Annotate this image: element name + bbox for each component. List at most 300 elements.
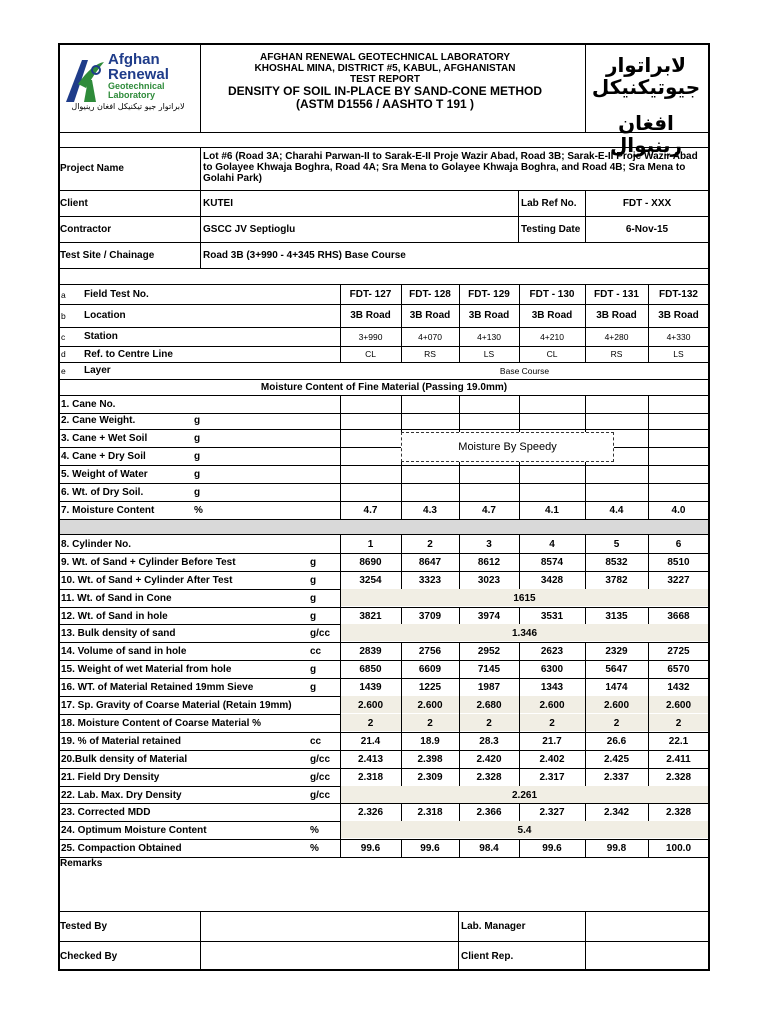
density-value: 2.600 [357, 699, 384, 711]
info-row-value: 3B Road [596, 310, 637, 321]
info-row-letter: e [61, 365, 66, 376]
density-row-unit: cc [310, 735, 322, 747]
density-row-label: 9. Wt. of Sand + Cylinder Before Test [61, 556, 236, 568]
density-row-label: 25. Compaction Obtained [61, 842, 182, 854]
col-line [648, 571, 649, 589]
density-value: 2 [427, 717, 433, 729]
density-row-unit: g [310, 681, 317, 693]
density-row-unit: g [310, 592, 317, 604]
col-line [519, 696, 520, 714]
col-line [340, 696, 341, 714]
lab-name: AFGHAN RENEWAL GEOTECHNICAL LABORATORY [259, 52, 510, 63]
density-value: 3782 [605, 574, 628, 586]
col-line [340, 571, 341, 589]
report-header [200, 52, 570, 111]
col-line [340, 660, 341, 678]
density-value: 2.413 [357, 753, 384, 765]
density-value: 28.3 [479, 735, 499, 747]
info-row-label: Field Test No. [84, 289, 149, 300]
density-value: 1474 [605, 681, 628, 693]
col-line [585, 285, 586, 362]
col-line [459, 732, 460, 750]
logo-sub-line1: Geotechnical [108, 81, 165, 91]
client-label: Client [60, 197, 88, 209]
density-value: 2329 [605, 645, 628, 657]
density-value: 2756 [418, 645, 442, 657]
col-line [340, 768, 341, 786]
col-line [401, 714, 402, 732]
density-row-label: 10. Wt. of Sand + Cylinder After Test [61, 574, 233, 586]
density-value: 2.328 [665, 771, 692, 783]
density-value: 99.6 [420, 842, 440, 854]
project-name-label: Project Name [60, 162, 124, 174]
info-row-value: FDT-132 [659, 289, 698, 300]
col-line [585, 607, 586, 624]
density-value: 3135 [605, 610, 628, 622]
density-value: 6609 [418, 663, 442, 675]
density-value: 3821 [359, 610, 382, 622]
density-row-unit [310, 535, 340, 553]
density-row-label: 21. Field Dry Density [61, 771, 160, 783]
col-line [519, 571, 520, 589]
col-line [401, 607, 402, 624]
col-line [585, 535, 586, 553]
report-type: TEST REPORT [349, 74, 420, 85]
col-line [648, 839, 649, 857]
info-row-value: 4+070 [418, 331, 442, 342]
density-row-label: 15. Weight of wet Material from hole [61, 663, 232, 675]
col-line [401, 678, 402, 696]
col-line [459, 535, 460, 553]
info-row-value: RS [424, 349, 436, 359]
info-row-value: 4+280 [604, 331, 629, 342]
col-line [459, 714, 460, 732]
row-line [59, 268, 709, 269]
col-line [340, 821, 341, 839]
moisture-row-unit: g [194, 469, 201, 480]
col-line [585, 190, 586, 242]
density-row-unit: g/cc [310, 771, 331, 783]
info-row-value: CL [546, 349, 558, 359]
col-line [519, 535, 520, 553]
col-line [340, 839, 341, 857]
density-value: 99.6 [360, 842, 381, 854]
col-line [458, 911, 459, 971]
col-line [585, 642, 586, 660]
density-value: 3428 [540, 574, 564, 586]
col-line [340, 395, 341, 519]
col-line [401, 768, 402, 786]
col-line [401, 553, 402, 571]
project-name-value: Lot #6 (Road 3A; Charahi Parwan-II to Sarak-E-II Proje Wazir Abad, Road 3B; Sarak-E-II Proje Wazir Abad to Golayee Khwaja Boghra, Road 4A; Sra Mena to Golayee Khwaja Boghra, and Road 4B; Sra Mena to Golahi Park) [203, 151, 698, 184]
col-line [519, 750, 520, 768]
col-line [648, 732, 649, 750]
tested-by-label: Tested By [60, 920, 108, 932]
density-value: 2 [486, 717, 492, 729]
col-line [200, 148, 201, 268]
moisture-value: 4.4 [609, 505, 624, 516]
density-value: 8647 [418, 556, 442, 568]
density-value: 2 [427, 538, 433, 550]
col-line [585, 803, 586, 821]
density-value: 21.7 [542, 735, 562, 747]
col-line [401, 660, 402, 678]
density-value: 2 [549, 717, 555, 729]
col-line [585, 660, 586, 678]
density-value: 3974 [477, 610, 501, 622]
col-line [401, 750, 402, 768]
col-line [519, 642, 520, 660]
density-value: 2.600 [603, 699, 630, 711]
density-value: 2.328 [476, 771, 502, 783]
col-line [648, 285, 649, 362]
density-value: 8510 [667, 556, 690, 568]
col-line [585, 678, 586, 696]
density-value: 6850 [359, 663, 382, 675]
info-row-letter: d [61, 349, 66, 359]
col-line [340, 589, 341, 607]
density-value: 5 [613, 538, 620, 550]
density-value: 1343 [540, 681, 564, 693]
lab-ref-label: Lab Ref No. [521, 197, 577, 209]
info-row-value: 3+990 [358, 331, 383, 342]
density-row-unit: % [310, 842, 319, 854]
col-line [585, 714, 586, 732]
density-value: 3 [486, 538, 492, 550]
moisture-row-label: 7. Moisture Content [61, 505, 155, 516]
moisture-row-unit: g [194, 415, 201, 426]
density-value: 5647 [605, 663, 628, 675]
col-line [648, 535, 649, 553]
logo-urdu-text: لابراتوار جیو تیکنیکل افغان رینیوال [71, 102, 185, 111]
density-value: 2 [613, 717, 620, 729]
col-line [648, 696, 649, 714]
testing-date-label: Testing Date [521, 223, 581, 235]
info-row-label: Ref. to Centre Line [84, 348, 173, 360]
density-value: 7145 [477, 663, 501, 675]
info-row-letter: b [61, 310, 66, 321]
info-row-value: 3B Road [658, 310, 699, 321]
density-value: 100.0 [665, 842, 692, 854]
density-row-unit: g [310, 574, 317, 586]
density-value: 6570 [667, 663, 690, 675]
col-line [401, 839, 402, 857]
col-line [519, 768, 520, 786]
col-line [519, 660, 520, 678]
moisture-row-label: 5. Weight of Water [61, 469, 148, 480]
col-line [519, 678, 520, 696]
col-line [340, 750, 341, 768]
density-row-label: 17. Sp. Gravity of Coarse Material (Retain 19mm) [61, 699, 292, 711]
info-row-value: 4+330 [666, 331, 691, 342]
urdu-line2: جیوتیکنیکل [591, 75, 701, 99]
col-line [518, 190, 519, 242]
info-row-value: 4+130 [477, 331, 501, 342]
density-row-label: 22. Lab. Max. Dry Density [61, 789, 182, 801]
col-line [459, 678, 460, 696]
density-value: 2.600 [539, 699, 565, 711]
col-line [340, 642, 341, 660]
col-line [519, 285, 520, 362]
density-merged-value: 5.4 [517, 824, 532, 836]
header-divider-right [585, 44, 586, 132]
density-value: 8532 [605, 556, 628, 568]
density-row-label: 19. % of Material retained [61, 735, 182, 747]
header-bottom-line [59, 132, 709, 133]
info-row-value: 3B Road [531, 310, 573, 321]
density-value: 3323 [418, 574, 442, 586]
report-standard: (ASTM D1556 / AASHTO T 191 ) [295, 97, 475, 111]
moisture-row-label: 4. Cane + Dry Soil [61, 451, 146, 462]
density-value: 4 [549, 538, 555, 550]
col-line [585, 911, 586, 971]
header-divider-left [200, 44, 201, 132]
moisture-row-label: 3. Cane + Wet Soil [61, 433, 148, 444]
density-row-unit: g [310, 663, 317, 675]
moisture-by-speedy-note: Moisture By Speedy [401, 432, 614, 462]
density-row-label: 24. Optimum Moisture Content [61, 824, 207, 836]
info-row-letter: a [61, 289, 66, 300]
col-line [340, 624, 341, 642]
density-value: 2 [367, 717, 374, 729]
density-value: 8612 [477, 556, 501, 568]
density-value: 2623 [540, 645, 564, 657]
lab-manager-label: Lab. Manager [461, 920, 526, 932]
col-line [340, 285, 341, 362]
density-value: 2 [675, 717, 682, 729]
col-line [459, 803, 460, 821]
info-row-value: FDT- 129 [468, 289, 510, 300]
density-value: 2839 [359, 645, 382, 657]
info-row-value: LS [673, 349, 684, 359]
col-line [459, 768, 460, 786]
density-merged-value: 2.261 [511, 789, 538, 801]
col-line [340, 535, 341, 553]
density-row-unit: g [310, 610, 317, 622]
density-row-unit [310, 696, 340, 714]
density-row-unit [310, 714, 340, 732]
moisture-row-label: 2. Cane Weight. [61, 415, 136, 426]
lab-address: KHOSHAL MINA, DISTRICT #5, KABUL, AFGHANISTAN [254, 63, 516, 74]
density-row-label: 11. Wt. of Sand in Cone [61, 592, 172, 604]
urdu-line3: افغان [618, 111, 674, 135]
col-line [585, 750, 586, 768]
info-row-merged: Base Course [499, 365, 550, 376]
density-value: 2.342 [603, 806, 630, 818]
site-label: Test Site / Chainage [60, 249, 155, 261]
col-line [401, 571, 402, 589]
info-row-value: RS [610, 349, 623, 359]
density-value: 22.1 [668, 735, 689, 747]
density-row-label: 14. Volume of sand in hole [61, 645, 187, 657]
col-line [340, 786, 341, 803]
density-row-unit: cc [310, 645, 322, 657]
col-line [648, 660, 649, 678]
density-value: 21.4 [360, 735, 381, 747]
density-value: 99.8 [606, 842, 627, 854]
info-row-value: 3B Road [350, 310, 391, 321]
col-line [459, 285, 460, 362]
logo-mark-icon [62, 54, 106, 106]
moisture-section-title: Moisture Content of Fine Material (Passing 19.0mm) [260, 382, 508, 393]
info-row-value: FDT- 127 [349, 289, 392, 300]
density-value: 3227 [667, 574, 690, 586]
row-line [59, 519, 709, 520]
info-row-value: FDT - 130 [529, 289, 575, 300]
col-line [459, 750, 460, 768]
col-line [401, 696, 402, 714]
logo-sub-line2: Laboratory [108, 90, 156, 100]
col-line [401, 803, 402, 821]
col-line [519, 553, 520, 571]
density-value: 1432 [667, 681, 690, 693]
testing-date-value: 6-Nov-15 [625, 223, 669, 235]
density-value: 98.4 [479, 842, 499, 854]
density-value: 2952 [477, 645, 501, 657]
col-line [585, 571, 586, 589]
col-line [648, 768, 649, 786]
info-row-label: Station [84, 331, 118, 342]
contractor-label: Contractor [60, 223, 112, 235]
density-merged-value: 1615 [513, 592, 536, 604]
col-line [340, 803, 341, 821]
col-line [585, 768, 586, 786]
urdu-line1: لابراتوار [605, 53, 687, 77]
col-line [401, 732, 402, 750]
col-line [648, 750, 649, 768]
col-line [340, 553, 341, 571]
col-line [340, 678, 341, 696]
col-line [200, 911, 201, 971]
density-row-label: 16. WT. of Material Retained 19mm Sieve [61, 681, 254, 693]
density-value: 2.309 [417, 771, 443, 783]
density-row-unit: g/cc [310, 789, 331, 801]
density-value: 8690 [359, 556, 382, 568]
density-value: 3254 [359, 574, 382, 586]
col-line [648, 553, 649, 571]
density-row-unit: g [310, 556, 317, 568]
density-value: 2.420 [476, 753, 502, 765]
moisture-value: 4.7 [363, 505, 378, 516]
col-line [340, 732, 341, 750]
site-value: Road 3B (3+990 - 4+345 RHS) Base Course [203, 249, 406, 261]
density-value: 26.6 [606, 735, 627, 747]
col-line [519, 607, 520, 624]
col-line [519, 839, 520, 857]
density-value: 2.425 [603, 753, 630, 765]
info-row-value: 3B Road [409, 310, 451, 321]
density-value: 18.9 [420, 735, 440, 747]
info-row-value: 3B Road [468, 310, 510, 321]
moisture-value: 4.3 [423, 505, 437, 516]
col-line [648, 714, 649, 732]
density-value: 1987 [477, 681, 501, 693]
col-line [648, 678, 649, 696]
density-value: 3709 [418, 610, 442, 622]
density-merged-value: 1.346 [511, 627, 538, 639]
col-line [585, 732, 586, 750]
density-row-label: 20.Bulk density of Material [61, 753, 188, 765]
client-value: KUTEI [203, 197, 233, 209]
col-line [340, 714, 341, 732]
moisture-value: 4.1 [545, 505, 559, 516]
col-line [459, 571, 460, 589]
moisture-row-unit: g [194, 487, 201, 498]
info-row-label: Location [84, 310, 126, 321]
logo-name-line1: Afghan [108, 51, 160, 68]
density-value: 1439 [359, 681, 382, 693]
logo-name-line2: Renewal [108, 66, 169, 83]
density-value: 2.600 [417, 699, 443, 711]
col-line [648, 395, 649, 519]
lab-logo [62, 50, 194, 124]
col-line [401, 642, 402, 660]
col-line [401, 535, 402, 553]
density-row-label: 13. Bulk density of sand [61, 627, 176, 639]
density-row-label: 23. Corrected MDD [61, 806, 151, 818]
info-row-value: 4+210 [540, 331, 564, 342]
density-value: 2.600 [665, 699, 692, 711]
report-title: DENSITY OF SOIL IN-PLACE BY SAND-CONE METHOD [227, 84, 543, 98]
col-line [648, 607, 649, 624]
urdu-header [585, 54, 707, 156]
moisture-value: 4.0 [671, 505, 686, 516]
density-value: 3023 [477, 574, 501, 586]
density-value: 2.318 [417, 806, 443, 818]
moisture-row-unit: g [194, 451, 201, 462]
density-row-unit [310, 803, 340, 821]
moisture-row-label: 1. Cane No. [61, 399, 116, 410]
density-value: 2.680 [476, 699, 502, 711]
col-line [459, 660, 460, 678]
col-line [585, 696, 586, 714]
density-value: 99.6 [542, 842, 562, 854]
density-value: 2725 [667, 645, 690, 657]
density-row-unit: g/cc [310, 627, 331, 639]
density-value: 3531 [540, 610, 564, 622]
moisture-row-unit [194, 396, 214, 413]
col-line [519, 803, 520, 821]
density-value: 8574 [540, 556, 564, 568]
info-row-value: FDT - 131 [593, 289, 639, 300]
density-value: 6 [675, 538, 682, 550]
col-line [459, 839, 460, 857]
col-line [401, 285, 402, 362]
col-line [648, 803, 649, 821]
density-value: 2.398 [417, 753, 443, 765]
col-line [519, 714, 520, 732]
lab-ref-value: FDT - XXX [622, 197, 672, 209]
col-line [585, 839, 586, 857]
section-separator-band [60, 520, 708, 534]
checked-by-label: Checked By [60, 950, 118, 962]
info-row-label: Layer [84, 365, 111, 376]
density-value: 2.411 [666, 753, 691, 765]
density-value: 2.337 [603, 771, 630, 783]
density-value: 1225 [418, 681, 442, 693]
contractor-value: GSCC JV Septioglu [203, 223, 296, 235]
density-row-unit: % [310, 824, 319, 836]
urdu-line4: رینیوال [609, 133, 683, 157]
col-line [459, 607, 460, 624]
info-row-value: CL [365, 349, 376, 359]
col-line [585, 553, 586, 571]
density-row-unit: g/cc [310, 753, 331, 765]
col-line [459, 553, 460, 571]
density-value: 3668 [667, 610, 690, 622]
info-row-value: LS [483, 349, 495, 359]
density-value: 1 [367, 538, 374, 550]
